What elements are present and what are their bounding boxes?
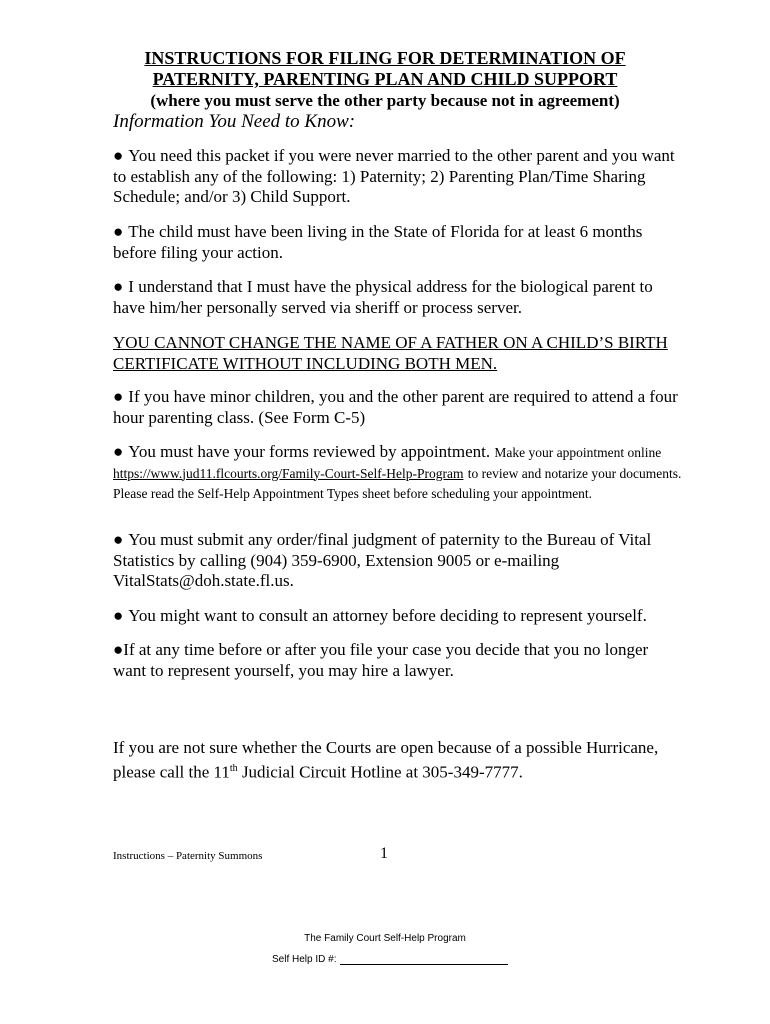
paragraph-hurricane-hotline bbox=[113, 738, 685, 783]
appointment-note-continued: to review and notarize your documents. Please read the Self-Help Appointment Types sheet before scheduling your appointment. bbox=[113, 465, 682, 501]
paragraph-text: I understand that I must have the physical address for the biological parent to have him/her personally served via sheriff or process server. bbox=[113, 277, 653, 317]
bullet-icon: ● bbox=[113, 606, 124, 625]
bullet-icon: ● bbox=[113, 222, 124, 241]
section-heading: Information You Need to Know: bbox=[113, 111, 356, 132]
paragraph-text-continued: Judicial Circuit Hotline at 305-349-7777. bbox=[237, 762, 523, 782]
paragraph-hire-lawyer bbox=[113, 640, 685, 681]
bullet-icon: ● bbox=[113, 442, 124, 461]
program-name: The Family Court Self-Help Program bbox=[304, 933, 466, 944]
self-help-id-blank-line[interactable] bbox=[340, 954, 508, 965]
paragraph-consult-attorney bbox=[113, 606, 685, 627]
paragraph-text: The child must have been living in the State of Florida for at least 6 months before filing your action. bbox=[113, 222, 643, 262]
paragraph-vital-statistics bbox=[113, 530, 685, 592]
page-number: 1 bbox=[380, 845, 388, 862]
title-line-2: PATERNITY, PARENTING PLAN AND CHILD SUPPORT bbox=[152, 69, 618, 89]
bullet-icon: ● bbox=[113, 387, 124, 406]
paragraph-text: You need this packet if you were never married to the other parent and you want to establish any of the following: 1) Paternity; 2) Parenting Plan/Time Sharing Schedule; and/or 3) Child Support. bbox=[113, 146, 675, 206]
title-subtitle: (where you must serve the other party because not in agreement) bbox=[150, 91, 620, 110]
paragraph-appointment bbox=[113, 442, 685, 504]
title-line-1: INSTRUCTIONS FOR FILING FOR DETERMINATION OF bbox=[144, 48, 626, 68]
paragraph-florida-residency bbox=[113, 222, 685, 263]
paragraph-packet-need bbox=[113, 146, 685, 208]
footer-document-title: Instructions – Paternity Summons bbox=[113, 850, 263, 862]
paragraph-text: If you have minor children, you and the other parent are required to attend a four hour parenting class. (See Form C-5) bbox=[113, 387, 678, 427]
paragraph-text: You might want to consult an attorney before deciding to represent yourself. bbox=[128, 606, 647, 625]
appointment-note: Make your appointment online bbox=[494, 445, 662, 460]
paragraph-parenting-class bbox=[113, 387, 685, 428]
bullet-icon: ● bbox=[113, 277, 124, 296]
paragraph-text: You must submit any order/final judgment of paternity to the Bureau of Vital Statistics by calling (904) 359-6900, Extension 9005 or e-mailing VitalStats@doh.state.fl.us. bbox=[113, 530, 652, 590]
bullet-icon: ● bbox=[113, 640, 124, 659]
self-help-program-link[interactable]: https://www.jud11.flcourts.org/Family-Court-Self-Help-Program bbox=[113, 465, 464, 481]
self-help-id-field bbox=[272, 954, 508, 965]
ordinal-suffix: th bbox=[229, 762, 238, 774]
paragraph-text: If you are not sure whether the Courts are open because of a possible Hurricane, please call the 11 bbox=[113, 738, 659, 782]
bullet-icon: ● bbox=[113, 146, 124, 165]
paragraph-warning-name-change: YOU CANNOT CHANGE THE NAME OF A FATHER ON A CHILD’S BIRTH CERTIFICATE WITHOUT INCLUDING BOTH MEN. bbox=[113, 333, 668, 373]
paragraph-text: If at any time before or after you file your case you decide that you no longer want to represent yourself, you may hire a lawyer. bbox=[113, 640, 649, 680]
paragraph-text: You must have your forms reviewed by appointment. bbox=[128, 442, 491, 461]
bullet-icon: ● bbox=[113, 530, 124, 549]
paragraph-physical-address bbox=[113, 277, 685, 318]
self-help-id-label: Self Help ID #: bbox=[272, 954, 337, 965]
